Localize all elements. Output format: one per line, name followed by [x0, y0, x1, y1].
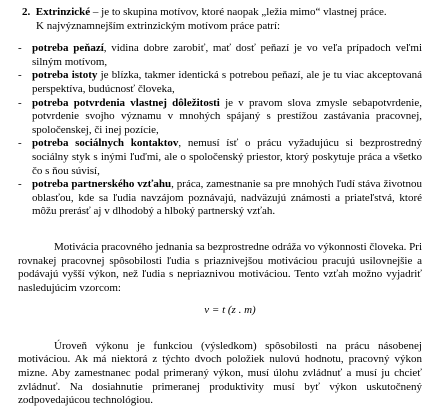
- list-item-keyword: potreba potvrdenia vlastnej dôležitosti: [32, 96, 220, 109]
- list-dash: -: [18, 69, 22, 82]
- list-dash: -: [18, 42, 22, 55]
- list-dash: -: [18, 137, 22, 150]
- list-item-text: je blízka, takmer identická s potrebou peňazí, ale je tu viac akceptovaná perspektíva, budúcnosť človeka,: [32, 69, 422, 95]
- list-item-keyword: potreba partnerského vzťahu: [32, 178, 172, 191]
- list-item-text: , vidina dobre zarobiť, mať dosť peňazí je vo veľa prípadoch veľmi silným motívom,: [32, 42, 422, 68]
- formula: v = t (z . m): [204, 304, 256, 317]
- paragraph-motivation: Motivácia pracovného jednania sa bezprostredne odráža vo výkonnosti človeka. Pri rovnakej pracovnej spôsobilosti ľudia s priaznivejšou motiváciou pracujú usilovnejšie a podávajú vyšší výkon, než ľudia s nepriaznivou motiváciou. Tento vzťah možno vyjadriť nasledujúcim vzorcom:: [18, 240, 422, 294]
- list-item-text: , nemusí ísť o prácu vyžadujúcu si bezprostredný sociálny styk s inými ľuďmi, ale o spoločenský priestor, ktorý poskytuje práca a všetko čo s ňou súvisí,: [32, 137, 422, 177]
- list-dash: -: [18, 96, 22, 109]
- list-item-text: je v pravom slova zmysle sebapotvrdenie, potvrdenie svojho významu v mnohých spájaný s prestížou zastávania pracovnej, spoločenskej, či inej pozície,: [32, 96, 422, 136]
- list-item-keyword: potreba sociálnych kontaktov: [32, 137, 179, 150]
- list-item: [18, 137, 422, 178]
- list-dash: -: [18, 178, 22, 191]
- list-item: [18, 97, 422, 138]
- section-heading: [18, 6, 422, 20]
- section-heading-rest: – je to skupina motívov, ktoré naopak „ležia mimo“ vlastnej práce.: [90, 6, 387, 18]
- list-item: [18, 69, 422, 96]
- list-item-keyword: potreba peňazí: [32, 42, 104, 55]
- section-subline: K najvýznamnejším extrinzickým motívom práce patrí:: [36, 19, 281, 32]
- paragraph-performance: Úroveň výkonu je funkciou (výsledkom) spôsobilosti na prácu násobenej motiváciou. Ak má niektorá z týchto dvoch položiek nulovú hodnotu, pracovný výkon mizne. Aby zamestnanec podal primeraný výkon, musí úlohu zvládnuť a musí ju chcieť zvládnuť. Na dosiahnutie primeranej produktivity musí byť výkon uskutočnený zodpovedajúcou technológiou.: [18, 339, 422, 407]
- list-item: [18, 42, 422, 69]
- list-item-keyword: potreba istoty: [32, 69, 98, 82]
- list-item: [18, 178, 422, 219]
- section-number: 2.: [22, 6, 31, 18]
- list-item-text: , práca, zamestnanie sa pre mnohých ľudí stáva životnou oblasťou, kde sa ľudia navzájom poznávajú, nadväzujú známosti a priateľstvá, ktoré môžu prerásť aj v dlhodobý a hlboký partnerský vzťah.: [32, 178, 422, 218]
- section-term: Extrinzické: [35, 6, 91, 18]
